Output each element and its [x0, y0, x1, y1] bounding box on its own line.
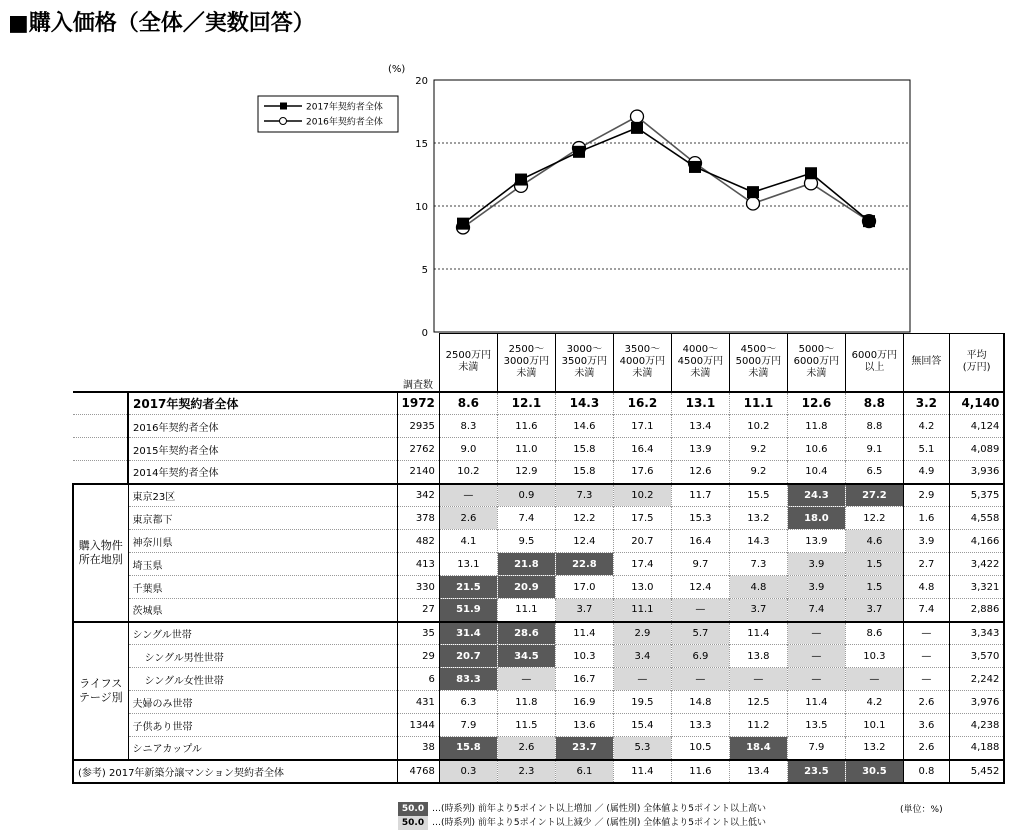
value-cell: — [613, 668, 671, 691]
value-cell: 4,124 [949, 415, 1004, 438]
value-cell: 3.6 [903, 714, 949, 737]
value-cell: 5.3 [613, 737, 671, 760]
value-cell: 2.6 [439, 507, 497, 530]
value-cell: 9.2 [729, 461, 787, 484]
value-cell: 13.9 [671, 438, 729, 461]
header-spacer [128, 334, 397, 392]
value-cell: 11.6 [497, 415, 555, 438]
value-cell: 28.6 [497, 622, 555, 645]
value-cell: 20.9 [497, 576, 555, 599]
value-cell: 16.7 [555, 668, 613, 691]
row-count: 2762 [397, 438, 439, 461]
series-point-square [805, 167, 817, 179]
header-col: 4500～ 5000万円 未満 [729, 334, 787, 392]
value-cell: 7.3 [555, 484, 613, 507]
value-cell: 1.6 [903, 507, 949, 530]
header-col: 無回答 [903, 334, 949, 392]
header-col: 2500～ 3000万円 未満 [497, 334, 555, 392]
value-cell: 9.2 [729, 438, 787, 461]
row-label: 2015年契約者全体 [128, 438, 397, 461]
header-count: 調査数 [402, 379, 433, 391]
value-cell: 4,188 [949, 737, 1004, 760]
table-row [73, 461, 1004, 484]
page-title: ■購入価格（全体／実数回答） [8, 11, 315, 36]
value-cell: 11.4 [729, 622, 787, 645]
row-count: 431 [397, 691, 439, 714]
row-label: シニアカップル [128, 737, 397, 760]
value-cell: 17.6 [613, 461, 671, 484]
value-cell: 14.3 [555, 392, 613, 415]
header-col: 3000～ 3500万円 未満 [555, 334, 613, 392]
value-cell: 17.0 [555, 576, 613, 599]
value-cell: 14.8 [671, 691, 729, 714]
value-cell: 7.3 [729, 553, 787, 576]
value-cell: 2.7 [903, 553, 949, 576]
value-cell: 10.2 [613, 484, 671, 507]
value-cell: 11.8 [787, 415, 845, 438]
series-point-square [573, 146, 585, 158]
value-cell: 11.5 [497, 714, 555, 737]
value-cell: 24.3 [787, 484, 845, 507]
header-col: 平均 (万円) [949, 334, 1004, 392]
value-cell: 12.5 [729, 691, 787, 714]
value-cell: 5,452 [949, 760, 1004, 783]
group-label-lifestage: ライフステージ別 [73, 622, 128, 760]
table-row [73, 576, 1004, 599]
value-cell: 4,558 [949, 507, 1004, 530]
value-cell: — [787, 622, 845, 645]
value-cell: 2.6 [497, 737, 555, 760]
value-cell: 7.9 [439, 714, 497, 737]
series-point-square [457, 218, 469, 230]
value-cell: 5,375 [949, 484, 1004, 507]
value-cell: 15.4 [613, 714, 671, 737]
dark-note: …(時系列) 前年より5ポイント以上増加 ／ (属性別) 全体値より5ポイント以上高い [432, 804, 766, 814]
row-count: 35 [397, 622, 439, 645]
value-cell: — [671, 668, 729, 691]
line-chart [0, 0, 1024, 340]
value-cell: 2.6 [903, 737, 949, 760]
legend-marker-square [280, 103, 287, 110]
value-cell: 17.5 [613, 507, 671, 530]
value-cell: 15.3 [671, 507, 729, 530]
row-label: (参考) 2017年新築分譲マンション契約者全体 [73, 760, 397, 783]
value-cell: 17.4 [613, 553, 671, 576]
header-col: 5000～ 6000万円 未満 [787, 334, 845, 392]
table-row [73, 484, 1004, 507]
row-label: シングル女性世帯 [128, 668, 397, 691]
value-cell: — [903, 668, 949, 691]
value-cell: 4,166 [949, 530, 1004, 553]
value-cell: 12.2 [845, 507, 903, 530]
value-cell: 18.4 [729, 737, 787, 760]
value-cell: 34.5 [497, 645, 555, 668]
group-spacer [73, 415, 128, 438]
value-cell: 13.1 [671, 392, 729, 415]
row-label: 子供あり世帯 [128, 714, 397, 737]
value-cell: 11.8 [497, 691, 555, 714]
value-cell: 7.4 [903, 599, 949, 622]
group-spacer [73, 438, 128, 461]
value-cell: 8.8 [845, 415, 903, 438]
value-cell: 13.4 [671, 415, 729, 438]
legend-light-row [398, 816, 766, 830]
value-cell: 11.1 [613, 599, 671, 622]
value-cell: 3,321 [949, 576, 1004, 599]
value-cell: 23.7 [555, 737, 613, 760]
header-col: 2500万円 未満 [439, 334, 497, 392]
table-row [73, 553, 1004, 576]
row-label: 千葉県 [128, 576, 397, 599]
header-col: 6000万円 以上 [845, 334, 903, 392]
value-cell: 13.4 [729, 760, 787, 783]
row-count: 413 [397, 553, 439, 576]
value-cell: 3.7 [555, 599, 613, 622]
value-cell: 3.2 [903, 392, 949, 415]
value-cell: 11.1 [497, 599, 555, 622]
value-cell: 8.3 [439, 415, 497, 438]
value-cell: 13.3 [671, 714, 729, 737]
value-cell: 3,936 [949, 461, 1004, 484]
value-cell: 20.7 [613, 530, 671, 553]
table-row [73, 760, 1004, 783]
group-spacer [73, 461, 128, 484]
value-cell: 15.5 [729, 484, 787, 507]
value-cell: 3,343 [949, 622, 1004, 645]
value-cell: 11.6 [671, 760, 729, 783]
value-cell: 9.1 [845, 438, 903, 461]
series-point-square [631, 122, 643, 134]
value-cell: 3.4 [613, 645, 671, 668]
value-cell: 13.8 [729, 645, 787, 668]
value-cell: 16.9 [555, 691, 613, 714]
value-cell: 4,089 [949, 438, 1004, 461]
table-row [73, 530, 1004, 553]
header-col: 4000～ 4500万円 未満 [671, 334, 729, 392]
series-point-square [515, 174, 527, 186]
value-cell: 3.9 [787, 553, 845, 576]
series-point-circle [747, 197, 760, 210]
value-cell: 13.1 [439, 553, 497, 576]
data-table [72, 333, 1005, 784]
value-cell: 5.7 [671, 622, 729, 645]
value-cell: — [671, 599, 729, 622]
value-cell: 2.3 [497, 760, 555, 783]
value-cell: 13.2 [729, 507, 787, 530]
table-row [73, 737, 1004, 760]
row-label: 2016年契約者全体 [128, 415, 397, 438]
table-row [73, 507, 1004, 530]
value-cell: 12.6 [671, 461, 729, 484]
value-cell: 4.2 [845, 691, 903, 714]
row-count: 6 [397, 668, 439, 691]
table-row [73, 622, 1004, 645]
row-count: 330 [397, 576, 439, 599]
value-cell: 2.6 [903, 691, 949, 714]
row-label: 2017年契約者全体 [128, 392, 397, 415]
legend-label-1: 2016年契約者全体 [306, 117, 383, 128]
table-row [73, 599, 1004, 622]
value-cell: 4.8 [903, 576, 949, 599]
value-cell: 15.8 [555, 461, 613, 484]
row-label: 茨城県 [128, 599, 397, 622]
value-cell: 16.4 [613, 438, 671, 461]
value-cell: 51.9 [439, 599, 497, 622]
value-cell: 7.4 [497, 507, 555, 530]
legend-dark-row [398, 802, 766, 816]
row-count: 38 [397, 737, 439, 760]
y-tick-label: 10 [415, 202, 428, 213]
value-cell: 2.9 [613, 622, 671, 645]
value-cell: 12.9 [497, 461, 555, 484]
value-cell: 12.6 [787, 392, 845, 415]
row-count: 27 [397, 599, 439, 622]
table-row [73, 392, 1004, 415]
value-cell: 23.5 [787, 760, 845, 783]
row-label: 東京23区 [128, 484, 397, 507]
value-cell: 6.3 [439, 691, 497, 714]
row-label: 夫婦のみ世帯 [128, 691, 397, 714]
value-cell: 8.6 [845, 622, 903, 645]
value-cell: 21.8 [497, 553, 555, 576]
table-row [73, 645, 1004, 668]
value-cell: 18.0 [787, 507, 845, 530]
row-count: 378 [397, 507, 439, 530]
value-cell: 9.0 [439, 438, 497, 461]
value-cell: 6.1 [555, 760, 613, 783]
value-cell: 6.5 [845, 461, 903, 484]
value-cell: 10.5 [671, 737, 729, 760]
value-cell: 12.4 [555, 530, 613, 553]
value-cell: 1.5 [845, 553, 903, 576]
row-count: 482 [397, 530, 439, 553]
value-cell: 15.8 [555, 438, 613, 461]
legend-marker-circle [280, 118, 287, 125]
value-cell: 4.6 [845, 530, 903, 553]
value-cell: — [903, 645, 949, 668]
value-cell: 19.5 [613, 691, 671, 714]
value-cell: 3.9 [903, 530, 949, 553]
value-cell: 3,422 [949, 553, 1004, 576]
y-tick-label: 0 [421, 328, 428, 339]
row-label: シングル世帯 [128, 622, 397, 645]
row-count: 2140 [397, 461, 439, 484]
value-cell: 0.9 [497, 484, 555, 507]
value-cell: — [903, 622, 949, 645]
value-cell: 10.2 [439, 461, 497, 484]
dark-swatch: 50.0 [398, 802, 428, 816]
row-label: シングル男性世帯 [128, 645, 397, 668]
value-cell: 13.6 [555, 714, 613, 737]
series-point-circle [631, 110, 644, 123]
value-cell: 11.4 [555, 622, 613, 645]
value-cell: 11.4 [613, 760, 671, 783]
value-cell: 30.5 [845, 760, 903, 783]
value-cell: 0.8 [903, 760, 949, 783]
value-cell: 7.9 [787, 737, 845, 760]
value-cell: 3,976 [949, 691, 1004, 714]
value-cell: 4.1 [439, 530, 497, 553]
value-cell: 16.4 [671, 530, 729, 553]
value-cell: — [845, 668, 903, 691]
value-cell: 11.2 [729, 714, 787, 737]
value-cell: 12.4 [671, 576, 729, 599]
value-cell: 0.3 [439, 760, 497, 783]
value-cell: 13.5 [787, 714, 845, 737]
table-row [73, 668, 1004, 691]
table-header-row [73, 334, 1004, 392]
value-cell: 10.6 [787, 438, 845, 461]
table-row [73, 438, 1004, 461]
value-cell: 27.2 [845, 484, 903, 507]
value-cell: 14.6 [555, 415, 613, 438]
value-cell: — [787, 645, 845, 668]
value-cell: 7.4 [787, 599, 845, 622]
value-cell: 6.9 [671, 645, 729, 668]
row-count: 1972 [397, 392, 439, 415]
shading-legend [398, 802, 766, 830]
value-cell: 4.9 [903, 461, 949, 484]
light-swatch: 50.0 [398, 816, 428, 830]
group-spacer [73, 392, 128, 415]
value-cell: 16.2 [613, 392, 671, 415]
value-cell: — [787, 668, 845, 691]
row-count: 1344 [397, 714, 439, 737]
value-cell: 11.1 [729, 392, 787, 415]
value-cell: 13.0 [613, 576, 671, 599]
value-cell: 12.2 [555, 507, 613, 530]
value-cell: 2,242 [949, 668, 1004, 691]
row-label: 神奈川県 [128, 530, 397, 553]
series-point-square [863, 215, 875, 227]
value-cell: 15.8 [439, 737, 497, 760]
value-cell: 2,886 [949, 599, 1004, 622]
value-cell: 8.8 [845, 392, 903, 415]
value-cell: 4,238 [949, 714, 1004, 737]
value-cell: 3.7 [845, 599, 903, 622]
row-label: 埼玉県 [128, 553, 397, 576]
value-cell: — [439, 484, 497, 507]
value-cell: 5.1 [903, 438, 949, 461]
value-cell: 13.2 [845, 737, 903, 760]
row-count: 4768 [397, 760, 439, 783]
value-cell: 17.1 [613, 415, 671, 438]
value-cell: 11.0 [497, 438, 555, 461]
table-row [73, 714, 1004, 737]
value-cell: 10.4 [787, 461, 845, 484]
row-count: 29 [397, 645, 439, 668]
value-cell: 4.2 [903, 415, 949, 438]
y-tick-label: 15 [415, 139, 428, 150]
legend-label-0: 2017年契約者全体 [306, 102, 383, 113]
value-cell: 1.5 [845, 576, 903, 599]
value-cell: 4.8 [729, 576, 787, 599]
light-note: …(時系列) 前年より5ポイント以上減少 ／ (属性別) 全体値より5ポイント以上低い [432, 818, 766, 828]
table-row [73, 691, 1004, 714]
value-cell: — [497, 668, 555, 691]
value-cell: 3,570 [949, 645, 1004, 668]
header-col: 3500～ 4000万円 未満 [613, 334, 671, 392]
row-count: 342 [397, 484, 439, 507]
series-point-square [689, 161, 701, 173]
value-cell: 21.5 [439, 576, 497, 599]
value-cell: 2.9 [903, 484, 949, 507]
value-cell: 31.4 [439, 622, 497, 645]
value-cell: 13.9 [787, 530, 845, 553]
y-axis-unit: (%) [388, 64, 406, 75]
value-cell: 9.7 [671, 553, 729, 576]
y-tick-label: 5 [421, 265, 428, 276]
row-count: 2935 [397, 415, 439, 438]
value-cell: 11.4 [787, 691, 845, 714]
row-label: 2014年契約者全体 [128, 461, 397, 484]
value-cell: 14.3 [729, 530, 787, 553]
value-cell: 10.1 [845, 714, 903, 737]
value-cell: 12.1 [497, 392, 555, 415]
row-label: 東京都下 [128, 507, 397, 530]
unit-note: (単位：%) [900, 805, 943, 815]
value-cell: 4,140 [949, 392, 1004, 415]
value-cell: 10.3 [845, 645, 903, 668]
value-cell: 20.7 [439, 645, 497, 668]
value-cell: 10.3 [555, 645, 613, 668]
value-cell: 3.7 [729, 599, 787, 622]
value-cell: 8.6 [439, 392, 497, 415]
value-cell: — [729, 668, 787, 691]
value-cell: 10.2 [729, 415, 787, 438]
series-point-square [747, 186, 759, 198]
y-tick-label: 20 [415, 76, 428, 87]
value-cell: 9.5 [497, 530, 555, 553]
group-label-location: 購入物件所在地別 [73, 484, 128, 622]
value-cell: 11.7 [671, 484, 729, 507]
header-spacer [73, 334, 128, 392]
value-cell: 3.9 [787, 576, 845, 599]
value-cell: 22.8 [555, 553, 613, 576]
table-row [73, 415, 1004, 438]
value-cell: 83.3 [439, 668, 497, 691]
